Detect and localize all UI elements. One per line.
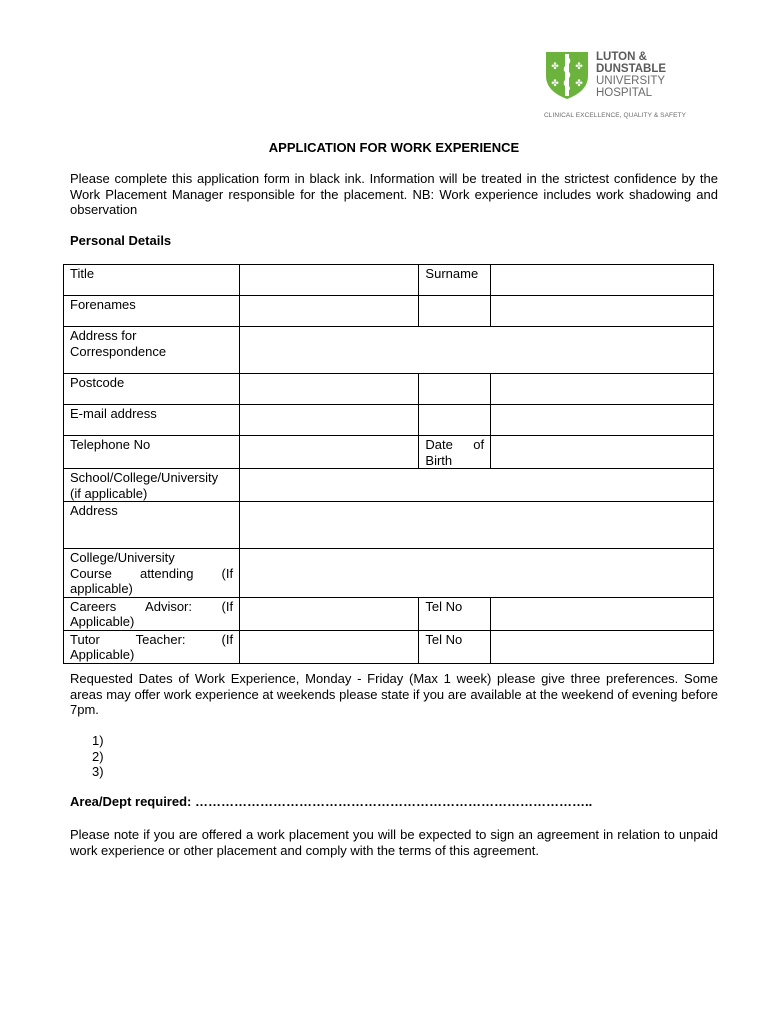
careers-advisor-label xyxy=(64,597,240,630)
tutor-tel-field[interactable] xyxy=(491,630,714,663)
table-row xyxy=(64,405,714,436)
school-field[interactable] xyxy=(240,469,714,502)
email-field-extra[interactable] xyxy=(419,405,491,436)
personal-details-table xyxy=(63,264,714,664)
preference-item: 2) xyxy=(92,748,104,764)
table-row xyxy=(64,502,714,549)
email-label: E-mail address xyxy=(64,405,240,436)
agreement-paragraph: Please note if you are offered a work placement you will be expected to sign an agreement in relation to unpaid work experience or other placement and comply with the terms of this agreement. xyxy=(70,827,718,858)
forenames-field[interactable] xyxy=(240,296,419,327)
table-row xyxy=(64,549,714,598)
tutor-label-line-1: Tutor Teacher: (If xyxy=(70,631,234,647)
title-label: Title xyxy=(64,265,240,296)
tutor-label-line-2: Applicable) xyxy=(70,647,135,662)
logo-line-2: DUNSTABLE xyxy=(596,63,667,75)
course-label-line-3: applicable) xyxy=(70,581,133,596)
svg-text:✤: ✤ xyxy=(551,78,559,88)
postcode-label: Postcode xyxy=(64,374,240,405)
address-field[interactable] xyxy=(240,502,714,549)
telephone-field[interactable] xyxy=(240,436,419,469)
title-field[interactable] xyxy=(240,265,419,296)
intro-paragraph: Please complete this application form in black ink. Information will be treated in the strictest confidence by the Work Placement Manager responsible for the placement. NB: Work experience includes work shadowing and observation xyxy=(70,171,718,217)
table-row xyxy=(64,265,714,296)
preference-item: 1) xyxy=(92,733,104,748)
table-row xyxy=(64,374,714,405)
school-label xyxy=(64,469,240,502)
logo-line-1: LUTON & xyxy=(596,51,647,63)
postcode-field[interactable] xyxy=(240,374,419,405)
telephone-label: Telephone No xyxy=(64,436,240,469)
logo-tagline: CLINICAL EXCELLENCE, QUALITY & SAFETY xyxy=(544,112,687,119)
forenames-field-extra[interactable] xyxy=(419,296,491,327)
email-field[interactable] xyxy=(240,405,419,436)
dates-paragraph: Requested Dates of Work Experience, Monday - Friday (Max 1 week) please give three preferences. Some areas may offer work experience at weekends please state if you are available at the weekend of evening before 7pm. xyxy=(70,671,718,717)
logo-line-3: UNIVERSITY xyxy=(596,75,666,87)
svg-text:✤: ✤ xyxy=(551,61,559,71)
forenames-label: Forenames xyxy=(64,296,240,327)
table-row xyxy=(64,327,714,374)
course-label-line-1: College/University xyxy=(70,550,175,565)
careers-advisor-field[interactable] xyxy=(240,597,419,630)
careers-label-line-1: Careers Advisor: (If xyxy=(70,598,234,614)
dob-label xyxy=(419,436,491,469)
logo-line-4: HOSPITAL xyxy=(596,87,653,99)
tutor-teacher-field[interactable] xyxy=(240,630,419,663)
address-correspondence-field[interactable] xyxy=(240,327,714,374)
table-row xyxy=(64,597,714,630)
hospital-shield-icon xyxy=(544,50,590,100)
email-field-extra-2[interactable] xyxy=(491,405,714,436)
personal-details-heading: Personal Details xyxy=(70,233,172,248)
tutor-teacher-label xyxy=(64,630,240,663)
address-label: Address xyxy=(64,502,240,549)
svg-text:✤: ✤ xyxy=(575,78,583,88)
course-field[interactable] xyxy=(240,549,714,598)
address-correspondence-label: Address for Correspondence xyxy=(64,327,240,374)
document-title: APPLICATION FOR WORK EXPERIENCE xyxy=(268,140,520,155)
surname-field[interactable] xyxy=(491,265,714,296)
forenames-field-extra-2[interactable] xyxy=(491,296,714,327)
table-row xyxy=(64,436,714,469)
hospital-name xyxy=(596,51,666,99)
preference-item: 3) xyxy=(92,764,104,779)
surname-label: Surname xyxy=(419,265,491,296)
dob-label-line-2: Birth xyxy=(425,452,453,468)
dob-field[interactable] xyxy=(491,436,714,469)
postcode-field-extra-2[interactable] xyxy=(491,374,714,405)
table-row xyxy=(64,469,714,502)
course-label-line-2: Course attending (If xyxy=(70,565,234,581)
preferences-list xyxy=(92,733,104,780)
careers-tel-label: Tel No xyxy=(419,597,491,630)
table-row xyxy=(64,296,714,327)
hospital-logo xyxy=(540,46,690,126)
course-label xyxy=(64,549,240,598)
tutor-tel-label: Tel No xyxy=(419,630,491,663)
dob-label-line-1: Date of xyxy=(425,437,485,452)
postcode-field-extra[interactable] xyxy=(419,374,491,405)
school-label-line-1: School/College/University xyxy=(70,470,219,485)
school-label-line-2: (if applicable) xyxy=(70,485,148,501)
careers-label-line-2: Applicable) xyxy=(70,614,135,629)
careers-tel-field[interactable] xyxy=(491,597,714,630)
svg-text:✤: ✤ xyxy=(575,61,583,71)
area-dept-field[interactable]: Area/Dept required: ……………………………………………………………………………….. xyxy=(70,794,593,809)
table-row xyxy=(64,630,714,663)
